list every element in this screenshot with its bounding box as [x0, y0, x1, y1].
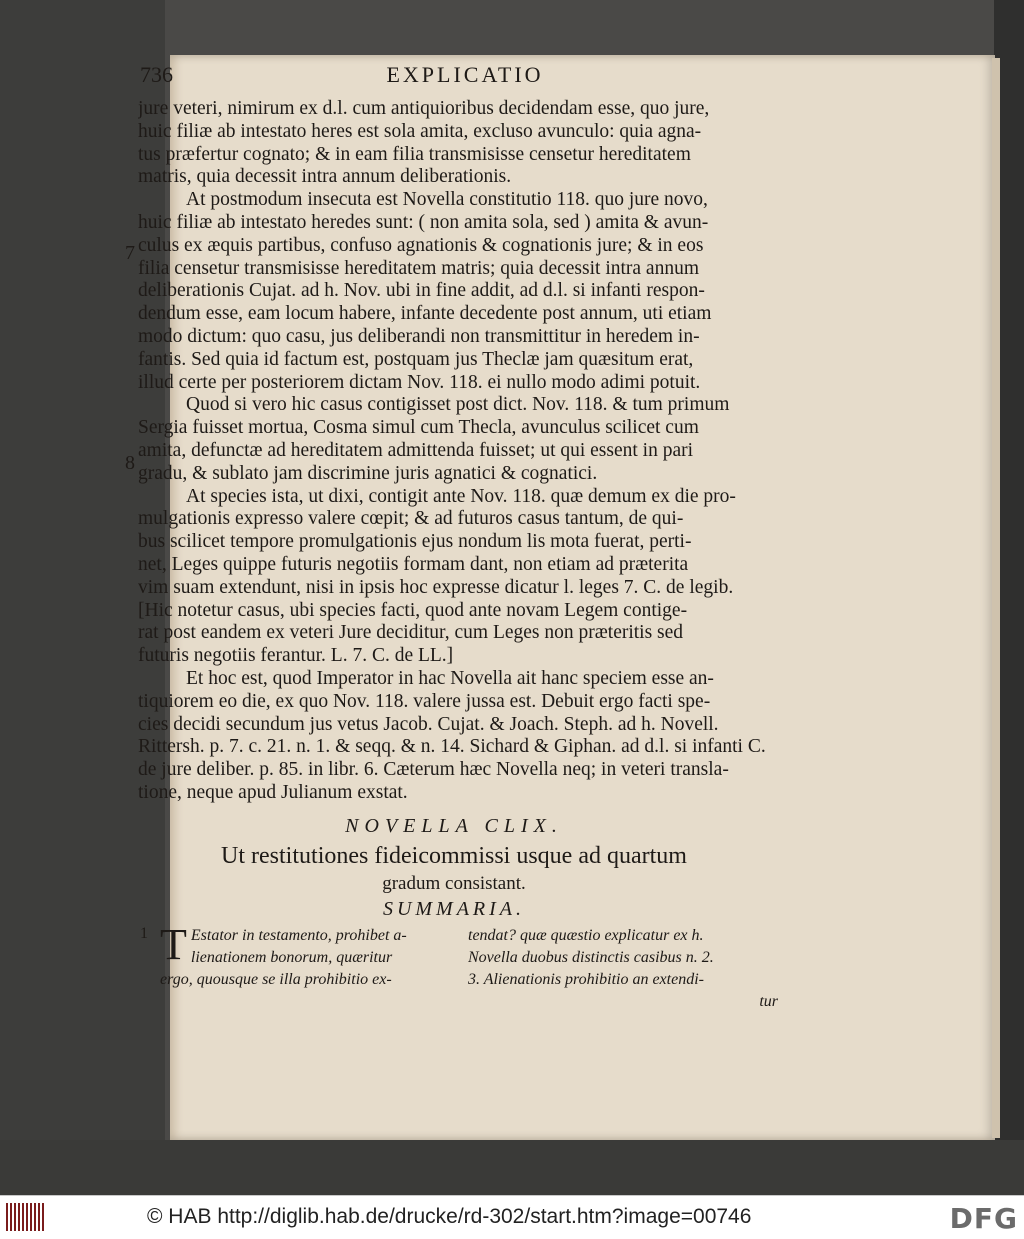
paragraph	[138, 98, 770, 189]
summary-line: Estator in testamento, prohibet a-	[190, 927, 407, 944]
text-line: mulgationis expresso valere cœpit; & ad futuros casus tantum, de qui-	[138, 508, 684, 530]
credit-link[interactable]: © HAB http://diglib.hab.de/drucke/rd-302/start.htm?image=00746	[147, 1205, 752, 1228]
text-line: huic filiæ ab intestato heredes sunt: ( non amita sola, sed ) amita & avun-	[138, 211, 709, 233]
footer-bar	[0, 1195, 1024, 1239]
summary-line: ergo, quousque se illa prohibitio ex-	[160, 971, 392, 988]
text-line: tus præfertur cognato; & in eam filia transmisisse censetur hereditatem	[138, 143, 691, 165]
scan-background-bottom	[0, 1140, 1024, 1195]
summary-left-column	[160, 920, 470, 991]
text-line: tiquiorem eo die, ex quo Nov. 118. valere jussa est. Debuit ergo facti spe-	[138, 690, 711, 712]
text-line: vim suam extendunt, nisi in ipsis hoc expresse dicatur l. leges 7. C. de legib.	[138, 576, 734, 598]
text-line: bus scilicet tempore promulgationis ejus nondum lis mota fuerat, perti-	[138, 531, 692, 553]
text-line: amita, defunctæ ad hereditatem admittenda fuisset; ut qui essent in pari	[138, 439, 694, 461]
page-edge	[992, 58, 1000, 1138]
summary-line: Novella duobus distinctis casibus n. 2.	[468, 949, 714, 966]
text-line: huic filiæ ab intestato heres est sola amita, excluso avunculo: quia agna-	[138, 120, 702, 142]
text-line: tione, neque apud Julianum exstat.	[138, 781, 408, 803]
text-line: rat post eandem ex veteri Jure deciditur, cum Leges non præteritis sed	[138, 622, 684, 644]
text-line: fantis. Sed quia id factum est, postquam jus Theclæ jam quæsitum erat,	[138, 348, 694, 370]
text-line: filia censetur transmisisse hereditatem matris; quia decessit intra annum	[138, 257, 699, 279]
summaria-heading: SUMMARIA.	[382, 898, 526, 920]
margin-number-7: 7	[125, 242, 135, 264]
page-header	[140, 62, 790, 92]
paragraph	[138, 189, 770, 394]
paragraph	[138, 486, 770, 668]
text-line: de jure deliber. p. 85. in libr. 6. Cæterum hæc Novella neq; in veteri transla-	[138, 759, 729, 781]
running-title: EXPLICATIO	[386, 62, 544, 87]
text-line: net, Leges quippe futuris negotiis formam dant, non etiam ad præterita	[138, 553, 689, 575]
text-line: illud certe per posteriorem dictam Nov. 118. ei nullo modo adimi potuit.	[138, 371, 701, 393]
text-line: culus ex æquis partibus, confuso agnationis & cognationis jure; & in eos	[138, 234, 704, 256]
summary-number: 1	[140, 925, 148, 942]
text-line: modo dictum: quo casu, jus deliberandi non transmittitur in heredem in-	[138, 325, 700, 347]
text-line: At postmodum insecuta est Novella constitutio 118. quo jure novo,	[186, 189, 708, 211]
margin-number-8: 8	[125, 452, 135, 474]
novella-title-line-1: Ut restitutiones fideicommissi usque ad quartum	[221, 843, 687, 869]
text-line: cies decidi secundum jus vetus Jacob. Cujat. & Joach. Steph. ad h. Novell.	[138, 713, 719, 735]
text-line: Et hoc est, quod Imperator in hac Novella ait hanc speciem esse an-	[186, 667, 714, 689]
paragraph	[138, 394, 770, 485]
text-line: futuris negotiis ferantur. L. 7. C. de LL.]	[138, 645, 454, 667]
summary-line: 3. Alienationis prohibitio an extendi-	[468, 971, 704, 988]
novella-heading: NOVELLA CLIX.	[345, 815, 563, 837]
summary-line: tur	[759, 993, 778, 1010]
summary-line: lienationem bonorum, quæritur	[190, 949, 393, 966]
body-text	[138, 98, 770, 805]
drop-cap: T	[160, 920, 187, 969]
text-line: jure veteri, nimirum ex d.l. cum antiquioribus decidendam esse, quo jure,	[138, 98, 710, 119]
text-line: [Hic notetur casus, ubi species facti, quod ante novam Legem contige-	[138, 599, 688, 621]
novella-title-line-2: gradum consistant.	[382, 873, 526, 894]
page-number: 736	[140, 62, 173, 87]
text-line: At species ista, ut dixi, contigit ante Nov. 118. quæ demum ex die pro-	[186, 485, 736, 507]
text-line: matris, quia decessit intra annum deliberationis.	[138, 166, 512, 188]
dfg-logo[interactable]: DFG	[949, 1202, 1018, 1235]
hab-logo-icon[interactable]	[6, 1203, 46, 1231]
text-line: dendum esse, eam locum habere, infante decedente post annum, uti etiam	[138, 303, 712, 325]
text-line: Sergia fuisset mortua, Cosma simul cum Thecla, avunculus scilicet cum	[138, 417, 699, 439]
text-line: Rittersh. p. 7. c. 21. n. 1. & seqq. & n. 14. Sichard & Giphan. ad d.l. si infanti C.	[138, 736, 766, 758]
paragraph	[138, 668, 770, 805]
text-line: gradu, & sublato jam discrimine juris agnatici & cognatici.	[138, 462, 598, 484]
text-line: Quod si vero hic casus contigisset post dict. Nov. 118. & tum primum	[186, 394, 730, 416]
summary-right-column	[468, 925, 778, 1013]
summary-line: tendat? quæ quæstio explicatur ex h.	[468, 927, 704, 944]
text-line: deliberationis Cujat. ad h. Nov. ubi in fine addit, ad d.l. si infanti respon-	[138, 280, 705, 302]
